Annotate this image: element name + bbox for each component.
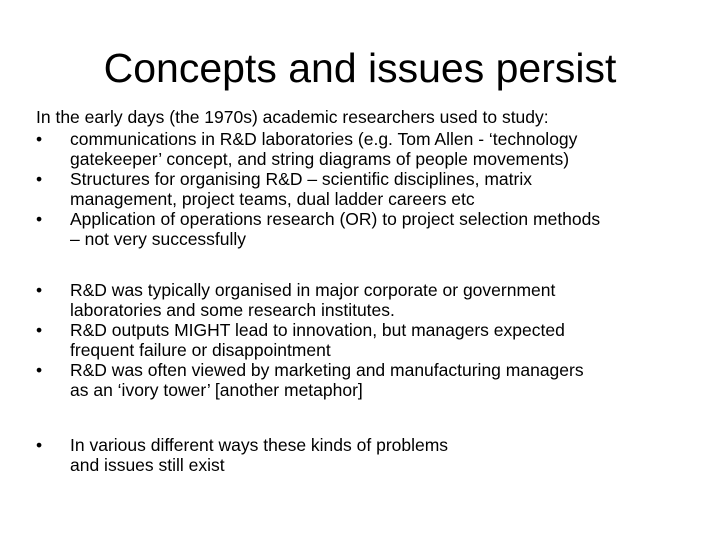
list-item [36, 280, 696, 320]
bullet-text-line: Structures for organising R&D – scientific disciplines, matrix [70, 169, 532, 189]
bullet-text-line: and issues still exist [70, 455, 225, 475]
bullet-icon: • [36, 129, 43, 149]
intro-text: In the early days (the 1970s) academic researchers used to study: [36, 107, 549, 127]
list-item [36, 209, 696, 249]
list-item [36, 169, 696, 209]
bullet-icon: • [36, 360, 43, 380]
list-item [36, 129, 696, 169]
bullet-icon: • [36, 169, 43, 189]
list-item [36, 435, 696, 475]
bullet-icon: • [36, 280, 43, 300]
bullet-text-line: frequent failure or disappointment [70, 340, 331, 360]
bullet-text-line: R&D outputs MIGHT lead to innovation, but managers expected [70, 320, 565, 340]
bullet-text-line: management, project teams, dual ladder careers etc [70, 189, 475, 209]
bullet-text-line: Application of operations research (OR) to project selection methods [70, 209, 601, 229]
slide-title: Concepts and issues persist [103, 45, 617, 91]
bullet-icon: • [36, 209, 43, 229]
bullet-text-line: laboratories and some research institutes. [70, 300, 395, 320]
bullet-list-rd-organisation [36, 280, 696, 400]
bullet-text-line: communications in R&D laboratories (e.g. Tom Allen - ‘technology [70, 129, 578, 149]
list-item [36, 360, 696, 400]
bullet-text-line: R&D was typically organised in major corporate or government [70, 280, 556, 300]
bullet-text-line: – not very successfully [70, 229, 247, 249]
bullet-text-line: In various different ways these kinds of problems [70, 435, 449, 455]
bullet-text-line: as an ‘ivory tower’ [another metaphor] [70, 380, 363, 400]
bullet-list-early-studies [36, 129, 696, 249]
bullet-text-line: gatekeeper’ concept, and string diagrams of people movements) [70, 149, 570, 169]
bullet-list-conclusion [36, 435, 696, 475]
bullet-text-line: R&D was often viewed by marketing and manufacturing managers [70, 360, 584, 380]
bullet-icon: • [36, 435, 43, 455]
list-item [36, 320, 696, 360]
bullet-icon: • [36, 320, 43, 340]
